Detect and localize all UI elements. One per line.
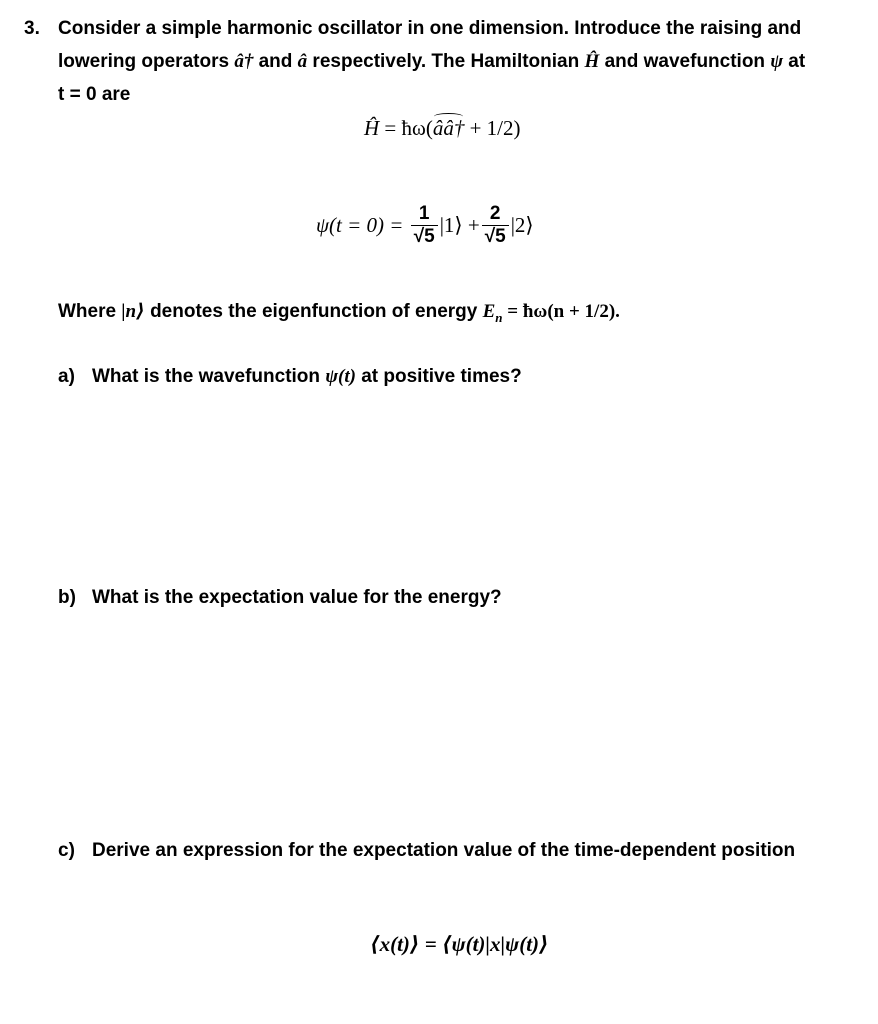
- fraction-1: [411, 203, 438, 248]
- part-b-question: [92, 586, 502, 610]
- fraction-1-numerator: 1: [418, 203, 430, 224]
- intro-text-2b: and: [253, 51, 298, 72]
- part-c-text: Derive an expression for the expectation value of the time-dependent position: [92, 840, 796, 861]
- part-a-question: [92, 365, 522, 389]
- fraction-1-denominator: √5: [411, 225, 438, 248]
- part-a-label-text: a): [58, 366, 75, 387]
- where-text-b: denotes the eigenfunction of energy: [144, 301, 483, 322]
- energy-symbol: E: [482, 301, 496, 322]
- fraction-2-numerator: 2: [489, 203, 501, 224]
- where-line: [58, 300, 620, 330]
- position-expectation-text: ⟨x(t)⟩ = ⟨ψ(t)|x|ψ(t)⟩: [370, 932, 549, 956]
- part-a-math: ψ(t): [325, 366, 356, 387]
- intro-line-3: [58, 83, 130, 107]
- psi-initial-equation: [316, 203, 534, 248]
- hamiltonian-equation: [364, 116, 521, 141]
- hamiltonian-equals: = ħω(: [379, 116, 433, 140]
- intro-text-3: t = 0 are: [58, 84, 131, 105]
- intro-text-2e: at: [783, 51, 806, 72]
- hamiltonian-tail: + 1/2): [464, 116, 521, 140]
- part-c-label-text: c): [58, 840, 75, 861]
- ket-n: |n⟩: [121, 301, 145, 322]
- energy-formula: = ħω(n + 1/2).: [502, 301, 620, 322]
- problem-number-label: 3.: [24, 18, 40, 39]
- intro-text-2d: and wavefunction: [599, 51, 771, 72]
- intro-text-2a: lowering operators: [58, 51, 235, 72]
- ket-2: |2⟩: [510, 213, 534, 237]
- raising-operator: â†: [234, 51, 254, 72]
- part-a-label: [58, 365, 75, 389]
- fraction-2-denominator: √5: [482, 225, 509, 248]
- part-b-label: [58, 586, 76, 610]
- hamiltonian-symbol: Ĥ: [584, 51, 600, 72]
- part-c-label: [58, 839, 75, 863]
- problem-number: [24, 17, 40, 41]
- operator-product: ââ†: [432, 116, 465, 140]
- energy-subscript: n: [495, 309, 503, 325]
- psi-lhs: ψ(t = 0) =: [316, 213, 409, 237]
- part-b-label-text: b): [58, 587, 76, 608]
- intro-text-2c: respectively. The Hamiltonian: [307, 51, 585, 72]
- part-a-text-1: What is the wavefunction: [92, 366, 326, 387]
- intro-text-1: Consider a simple harmonic oscillator in one dimension. Introduce the raising and: [58, 18, 802, 39]
- ket-1: |1⟩ +: [439, 213, 480, 237]
- fraction-2: [482, 203, 509, 248]
- intro-line-2: [58, 50, 805, 74]
- where-text-a: Where: [58, 301, 122, 322]
- part-a-text-2: at positive times?: [355, 366, 522, 387]
- part-c-question: [92, 839, 795, 863]
- part-b-text: What is the expectation value for the energy?: [92, 587, 502, 608]
- psi-symbol: ψ: [770, 51, 784, 72]
- hamiltonian-lhs: Ĥ: [364, 116, 380, 140]
- lowering-operator: â: [297, 51, 308, 72]
- position-expectation-equation: [370, 931, 549, 957]
- intro-line-1: [58, 17, 801, 41]
